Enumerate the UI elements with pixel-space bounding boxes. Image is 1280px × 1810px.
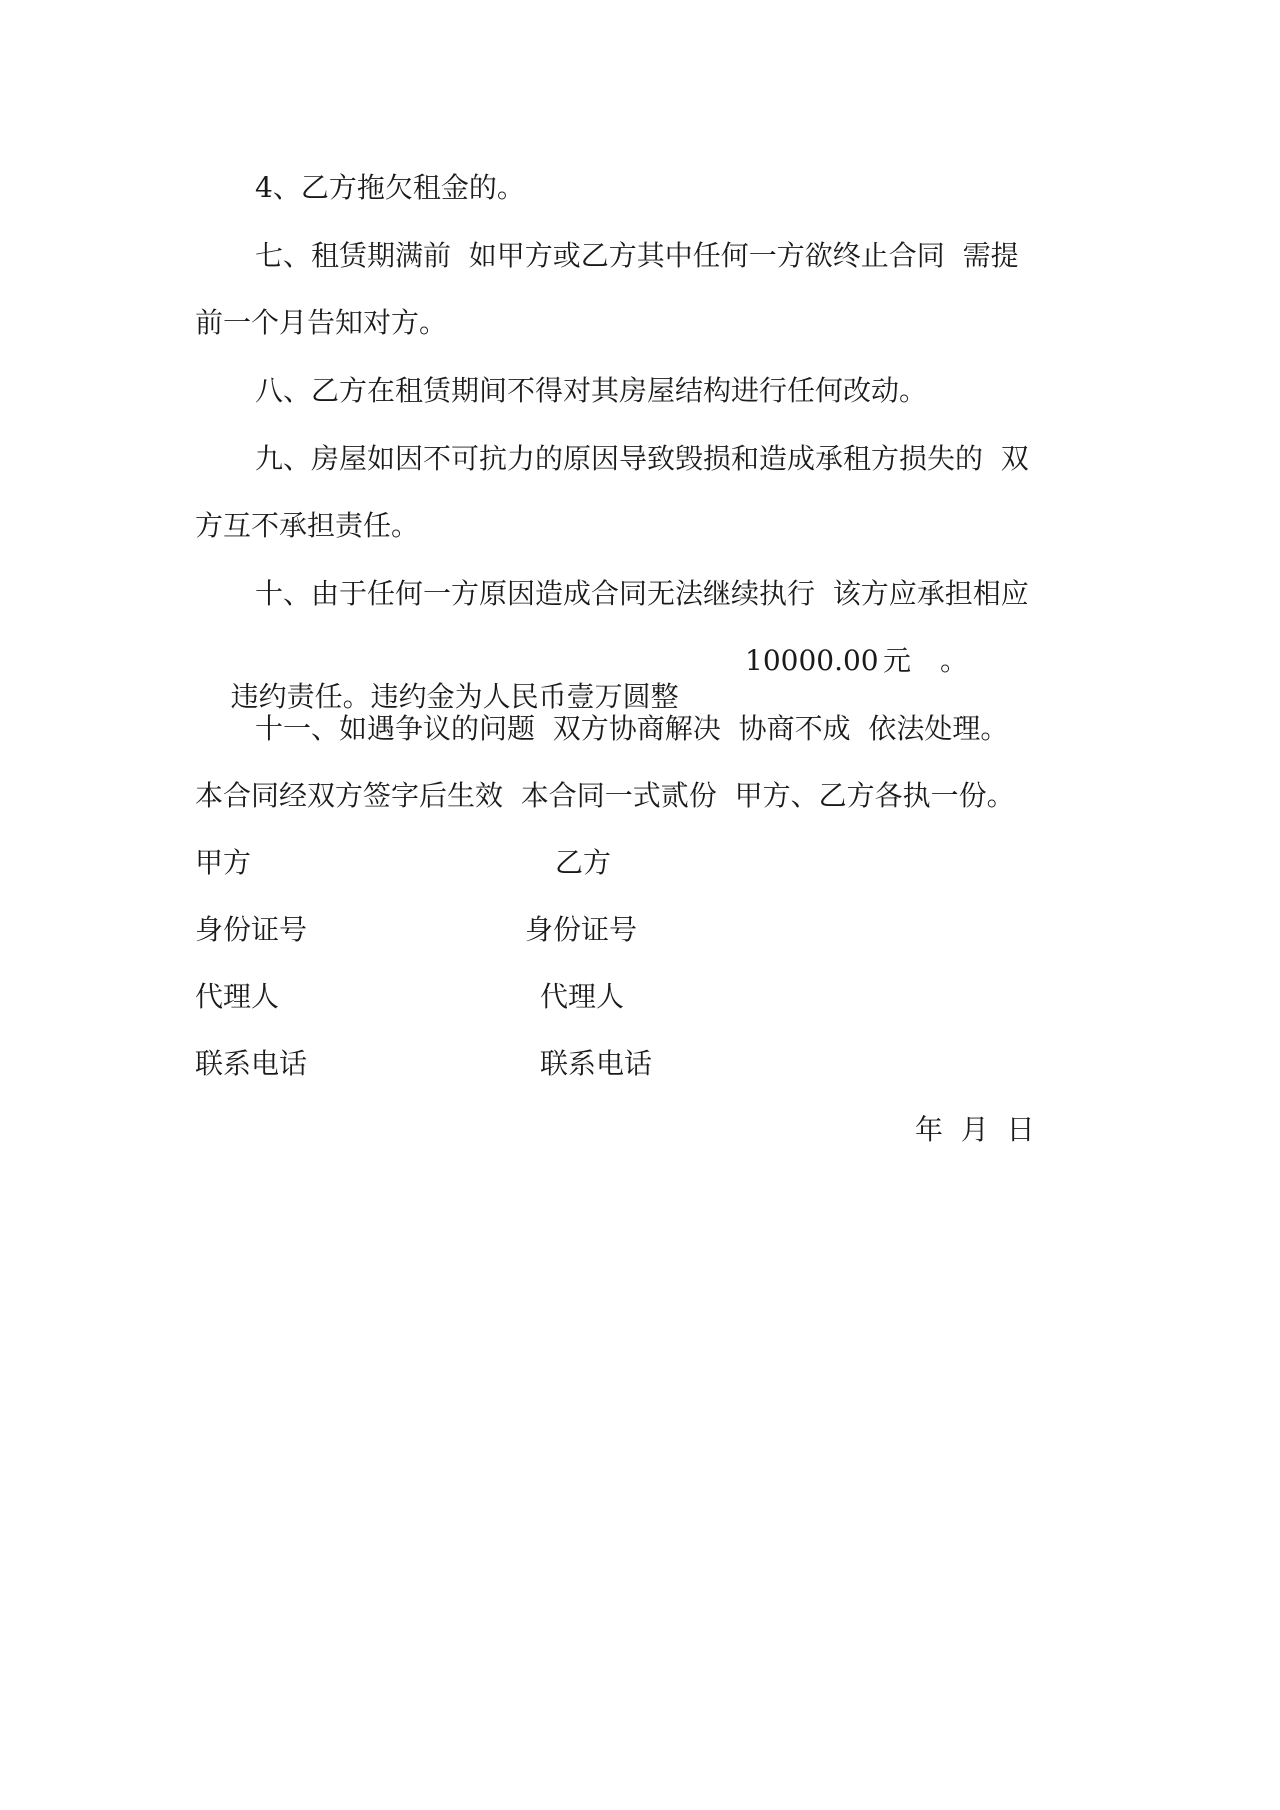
party-a-id-label: 身份证号 xyxy=(195,913,308,946)
party-a-label: 甲方 xyxy=(195,846,252,879)
clause-11: 十一、如遇争议的问题 双方协商解决 协商不成 依法处理。 xyxy=(255,712,1009,745)
penalty-unit: 元 xyxy=(883,644,912,677)
clause-9-line2: 方互不承担责任。 xyxy=(195,509,420,542)
penalty-end: 。 xyxy=(940,644,969,677)
party-b-id-label: 身份证号 xyxy=(525,913,638,946)
clause-7-line2: 前一个月告知对方。 xyxy=(195,306,448,339)
clause-4: 4、乙方拖欠租金的。 xyxy=(255,171,525,204)
effective-clause: 本合同经双方签字后生效 本合同一式贰份 甲方、乙方各执一份。 xyxy=(195,779,1015,812)
party-b-label: 乙方 xyxy=(555,846,612,879)
signing-date: 年 月 日 xyxy=(915,1113,1035,1146)
party-a-phone-label: 联系电话 xyxy=(195,1047,308,1080)
clause-9-line1: 九、房屋如因不可抗力的原因导致毁损和造成承租方损失的 双 xyxy=(255,442,1029,475)
party-b-agent-label: 代理人 xyxy=(540,980,625,1013)
clause-10-line1: 十、由于任何一方原因造成合同无法继续执行 该方应承担相应 xyxy=(255,577,1029,610)
party-b-phone-label: 联系电话 xyxy=(540,1047,653,1080)
clause-8: 八、乙方在租赁期间不得对其房屋结构进行任何改动。 xyxy=(255,374,928,407)
penalty-amount: 10000.00 xyxy=(745,644,879,677)
clause-7-line1: 七、租赁期满前 如甲方或乙方其中任何一方欲终止合同 需提 xyxy=(255,239,1019,272)
party-a-agent-label: 代理人 xyxy=(195,980,280,1013)
penalty-text: 违约责任。违约金为人民币壹万圆整 xyxy=(230,680,679,713)
